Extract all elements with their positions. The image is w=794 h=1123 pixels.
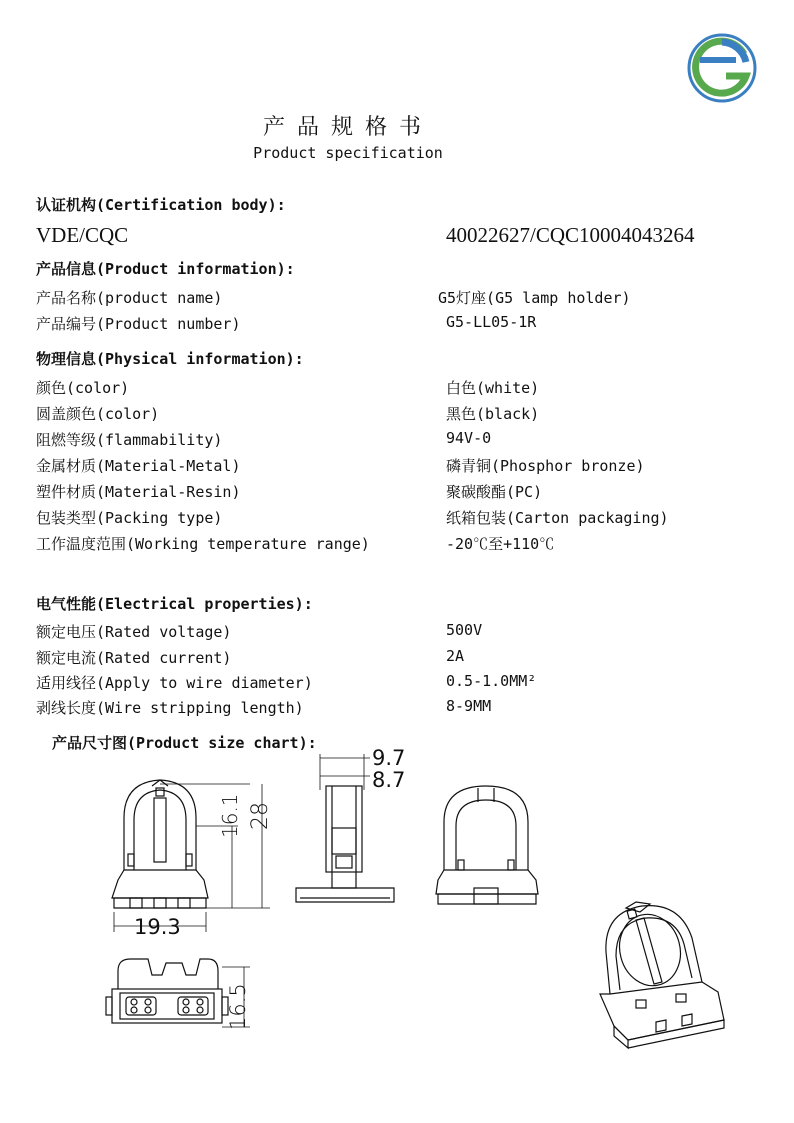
rated-voltage-value: 500V: [446, 621, 483, 639]
rated-voltage-label: 额定电压(Rated voltage): [36, 623, 232, 641]
wire-diameter-value: 0.5-1.0MM²: [446, 672, 537, 690]
dimension-bottom-height: 16.5: [226, 983, 250, 1030]
strip-length-label: 剥线长度(Wire stripping length): [36, 699, 304, 717]
company-logo-icon: [686, 32, 758, 104]
product-number-label: 产品编号(Product number): [36, 315, 241, 333]
material-resin-label: 塑件材质(Material-Resin): [36, 483, 241, 501]
physical-info-heading: 物理信息(Physical information):: [36, 350, 304, 368]
product-name-label: 产品名称(product name): [36, 289, 223, 307]
product-name-value: G5灯座(G5 lamp holder): [438, 289, 631, 307]
certification-number: 40022627/CQC10004043264: [446, 223, 695, 247]
front-view-drawing: [100, 770, 290, 945]
dimension-depth-outer: 9.7: [372, 746, 406, 770]
rated-current-value: 2A: [446, 647, 465, 665]
page-title: 产品规格书: [262, 115, 433, 140]
flammability-value: 94V-0: [446, 429, 492, 447]
strip-length-value: 8-9MM: [446, 697, 492, 715]
electrical-heading: 电气性能(Electrical properties):: [36, 595, 313, 613]
cap-color-value: 黑色(black): [446, 405, 540, 423]
certification-body: VDE/CQC: [36, 223, 129, 247]
color-value: 白色(white): [446, 379, 540, 397]
material-metal-label: 金属材质(Material-Metal): [36, 457, 241, 475]
dimension-height-total: 28: [248, 802, 273, 830]
back-view-drawing: [430, 780, 545, 910]
size-chart-heading: 产品尺寸图(Product size chart):: [52, 734, 317, 752]
isometric-view-drawing: [596, 898, 746, 1050]
certification-heading: 认证机构(Certification body):: [36, 196, 286, 214]
dimension-width: 19.3: [134, 915, 181, 939]
cap-color-label: 圆盖颜色(color): [36, 405, 160, 423]
temperature-value: -20℃至+110℃: [446, 535, 555, 553]
wire-diameter-label: 适用线径(Apply to wire diameter): [36, 674, 313, 692]
packing-type-value: 纸箱包装(Carton packaging): [446, 509, 669, 527]
rated-current-label: 额定电流(Rated current): [36, 649, 232, 667]
dimension-depth-inner: 8.7: [372, 768, 406, 792]
dimension-height-inner: 16.1: [218, 793, 242, 838]
material-metal-value: 磷青铜(Phosphor bronze): [446, 457, 645, 475]
packing-type-label: 包装类型(Packing type): [36, 509, 223, 527]
temperature-label: 工作温度范围(Working temperature range): [36, 535, 370, 553]
product-info-heading: 产品信息(Product information):: [36, 260, 295, 278]
flammability-label: 阻燃等级(flammability): [36, 431, 223, 449]
material-resin-value: 聚碳酸酯(PC): [446, 483, 543, 501]
product-number-value: G5-LL05-1R: [446, 313, 537, 331]
page-subtitle: Product specification: [253, 144, 443, 162]
color-label: 颜色(color): [36, 379, 130, 397]
